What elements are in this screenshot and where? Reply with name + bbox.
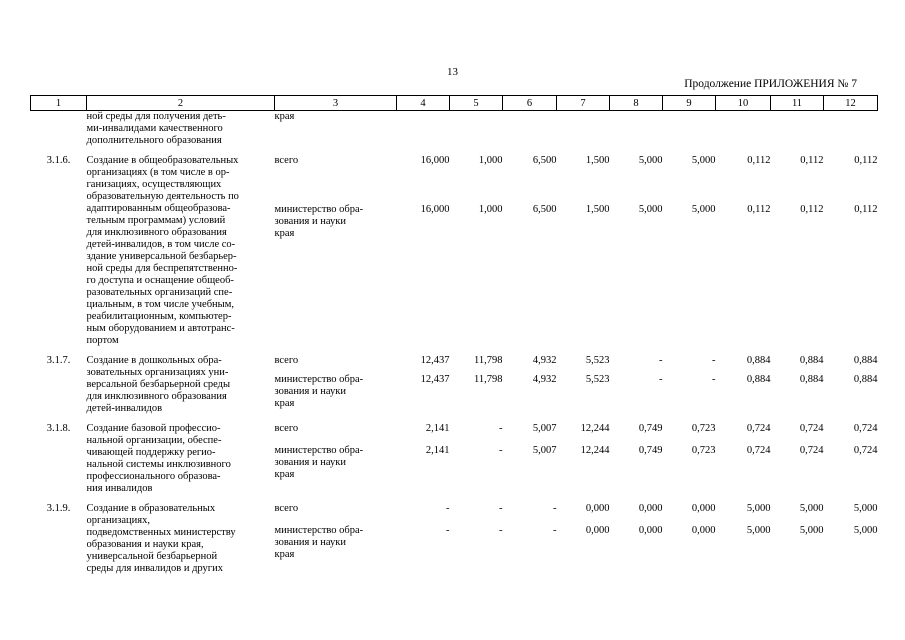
value-cell: 11,798: [474, 355, 503, 366]
source-cell: [275, 423, 397, 439]
desc-line: организациях (в том числе в ор-: [86, 167, 230, 178]
data-table: [30, 95, 878, 575]
value-cell: 0,749: [638, 445, 663, 456]
desc-line: Создание базовой профессио-: [86, 423, 221, 434]
value-cell: 0,723: [691, 445, 716, 456]
value-cell: 5,000: [746, 525, 771, 536]
desc-line: Создание в общеобразовательных: [86, 155, 239, 166]
source-line: всего: [274, 155, 299, 166]
source-line: всего: [274, 355, 299, 366]
gap-cell: [31, 147, 878, 155]
value-cell: -: [499, 525, 503, 536]
value-cell: 11,798: [474, 374, 503, 386]
value-cell: -: [712, 374, 716, 386]
table-row: [31, 503, 878, 519]
page-number: 13: [447, 66, 458, 78]
desc-line: портом: [86, 335, 119, 346]
desc-line: организациях,: [86, 515, 150, 526]
item-description: [87, 423, 275, 495]
source-line: края: [274, 549, 295, 560]
desc-line: ганизациях, осуществляющих: [86, 179, 222, 190]
col-header: 3: [275, 96, 397, 111]
desc-line: ния инвалидов: [86, 483, 153, 494]
value-cell: [557, 111, 610, 148]
desc-line: детей-инвалидов: [86, 403, 163, 414]
col-header: 5: [450, 96, 503, 111]
value-cell: -: [446, 503, 450, 514]
source-line: министерство обра-: [274, 445, 364, 456]
value-cell: -: [499, 423, 503, 434]
desc-line: профессионального образова-: [86, 471, 221, 482]
desc-line: для инклюзивного образования: [86, 391, 227, 402]
value-cell: 5,007: [532, 423, 557, 434]
col-header: 4: [397, 96, 450, 111]
value-cell: 0,724: [799, 423, 824, 434]
desc-line: тельным программам) условий: [86, 215, 226, 226]
source-line: края: [274, 469, 295, 480]
table-body: [31, 111, 878, 576]
value-cell: 0,724: [746, 445, 771, 456]
desc-line: зовательных организациях уни-: [86, 367, 229, 378]
source-cell: края: [274, 111, 295, 122]
value-cell: 0,000: [638, 525, 663, 536]
col-header: 11: [771, 96, 824, 111]
gap-cell: [31, 415, 878, 423]
col-header: 7: [557, 96, 610, 111]
value-cell: 0,724: [853, 445, 878, 456]
item-description: [87, 355, 275, 415]
value-cell: 0,724: [853, 423, 878, 434]
col-header: 9: [663, 96, 716, 111]
source-line: зования и науки: [274, 215, 346, 227]
value-cell: 0,000: [691, 503, 716, 514]
desc-line: реабилитационным, компьютер-: [86, 311, 232, 322]
value-cell: 0,724: [799, 445, 824, 456]
item-code: 3.1.6.: [46, 155, 71, 166]
value-cell: 0,884: [799, 374, 824, 386]
desc-line: нальной системы инклюзивного: [86, 459, 231, 470]
value-cell: 2,141: [425, 445, 450, 456]
desc-line: подведомственных министерству: [86, 527, 236, 538]
value-cell: 0,749: [638, 423, 663, 434]
item-description: [87, 503, 275, 575]
value-cell: 16,000: [420, 155, 450, 166]
source-line: министерство обра-: [274, 525, 364, 536]
source-cell: [275, 355, 397, 368]
value-cell: 12,244: [580, 445, 610, 456]
header-row: [31, 96, 878, 111]
value-cell: 5,007: [532, 445, 557, 456]
value-cell: 0,884: [746, 374, 771, 386]
value-cell: 0,000: [585, 525, 610, 536]
source-line: всего: [274, 423, 299, 434]
value-cell: 0,884: [853, 374, 878, 386]
row-gap: [31, 347, 878, 355]
desc-line: го доступа и оснащение общеоб-: [86, 275, 234, 286]
desc-cell: [87, 111, 275, 148]
value-cell: [610, 111, 663, 148]
source-line: зования и науки: [274, 386, 346, 398]
value-cell: 2,141: [425, 423, 450, 434]
value-cell: 0,884: [853, 355, 878, 366]
row-gap: [31, 147, 878, 155]
value-cell: [716, 111, 771, 148]
value-cell: 5,000: [638, 203, 663, 215]
value-cell: -: [499, 503, 503, 514]
table-row: [31, 423, 878, 439]
item-code: 3.1.9.: [46, 503, 71, 514]
value-cell: -: [712, 355, 716, 366]
row-gap: [31, 415, 878, 423]
value-cell: [663, 111, 716, 148]
value-cell: 0,000: [638, 503, 663, 514]
source-cell: [275, 519, 397, 575]
value-cell: 0,112: [747, 155, 771, 166]
value-cell: 6,500: [532, 203, 557, 215]
col-header: 12: [824, 96, 878, 111]
desc-line: разовательных организаций спе-: [86, 287, 233, 298]
value-cell: 5,000: [638, 155, 663, 166]
value-cell: 4,932: [532, 374, 557, 386]
item-code: 3.1.8.: [46, 423, 71, 434]
value-cell: 5,000: [853, 525, 878, 536]
desc-line: Создание в дошкольных обра-: [86, 355, 222, 366]
value-cell: 0,112: [854, 203, 878, 215]
row-gap: [31, 495, 878, 503]
source-line: зования и науки: [274, 457, 346, 468]
desc-line: циальным, в том числе учебным,: [86, 299, 235, 310]
desc-line: образования и науки края,: [86, 539, 204, 550]
table-row: [31, 155, 878, 198]
value-cell: 0,112: [854, 155, 878, 166]
col-header: 2: [87, 96, 275, 111]
value-cell: 5,000: [799, 525, 824, 536]
value-cell: 5,000: [691, 203, 716, 215]
value-cell: 0,884: [799, 355, 824, 366]
gap-cell: [31, 495, 878, 503]
value-cell: [824, 111, 878, 148]
source-cell: [275, 439, 397, 495]
value-cell: 5,000: [799, 503, 824, 514]
item-code: 3.1.7.: [46, 355, 71, 366]
value-cell: 1,000: [478, 203, 503, 215]
value-cell: 5,523: [585, 374, 610, 386]
source-cell: [275, 368, 397, 415]
source-line: министерство обра-: [274, 203, 364, 215]
desc-line: чивающей поддержку регио-: [86, 447, 216, 458]
value-cell: 12,437: [420, 374, 450, 386]
col-header: 1: [31, 96, 87, 111]
table-row: [31, 355, 878, 368]
value-cell: 0,000: [691, 525, 716, 536]
desc-line: среды для инвалидов и других: [86, 563, 223, 574]
value-cell: [771, 111, 824, 148]
value-cell: 0,112: [800, 203, 824, 215]
value-cell: -: [659, 355, 663, 366]
value-cell: 12,244: [580, 423, 610, 434]
source-cell: [275, 503, 397, 519]
value-cell: 0,112: [800, 155, 824, 166]
value-cell: 0,112: [747, 203, 771, 215]
value-cell: -: [553, 525, 557, 536]
desc-line: для инклюзивного образования: [86, 227, 227, 238]
source-line: министерство обра-: [274, 374, 364, 386]
value-cell: 5,000: [746, 503, 771, 514]
value-cell: 1,500: [585, 203, 610, 215]
value-cell: [503, 111, 557, 148]
value-cell: 5,000: [691, 155, 716, 166]
gap-cell: [31, 347, 878, 355]
value-cell: -: [446, 525, 450, 536]
desc-line: ной среды для получения деть-: [86, 111, 226, 122]
desc-line: универсальной безбарьерной: [86, 551, 218, 562]
source-line: края: [274, 227, 295, 239]
desc-line: нальной организации, обеспе-: [86, 435, 222, 446]
col-header: 8: [610, 96, 663, 111]
value-cell: [397, 111, 450, 148]
value-cell: 0,000: [585, 503, 610, 514]
desc-line: дополнительного образования: [86, 135, 222, 146]
code-cell: [31, 111, 87, 148]
desc-line: адаптированным общеобразова-: [86, 203, 231, 214]
desc-line: детей-инвалидов, в том числе со-: [86, 239, 236, 250]
value-cell: [450, 111, 503, 148]
value-cell: 4,932: [532, 355, 557, 366]
value-cell: 0,723: [691, 423, 716, 434]
col-header: 6: [503, 96, 557, 111]
carryover-row: [31, 111, 878, 148]
value-cell: -: [553, 503, 557, 514]
item-description: [87, 155, 275, 347]
value-cell: 5,000: [853, 503, 878, 514]
desc-line: ным оборудованием и автотранс-: [86, 323, 235, 334]
source-cell: [275, 198, 397, 347]
value-cell: 16,000: [420, 203, 450, 215]
source-line: края: [274, 398, 295, 410]
value-cell: -: [659, 374, 663, 386]
desc-line: здание универсальной безбарьер-: [86, 251, 237, 262]
value-cell: 1,500: [585, 155, 610, 166]
desc-line: версальной безбарьерной среды: [86, 379, 231, 390]
continuation-title: Продолжение ПРИЛОЖЕНИЯ № 7: [684, 78, 857, 90]
source-line: зования и науки: [274, 537, 346, 548]
value-cell: 0,884: [746, 355, 771, 366]
desc-line: образовательную деятельность по: [86, 191, 239, 202]
source-line: всего: [274, 503, 299, 514]
value-cell: -: [499, 445, 503, 456]
value-cell: 0,724: [746, 423, 771, 434]
desc-line: ной среды для беспрепятственно-: [86, 263, 238, 274]
desc-line: ми-инвалидами качественного: [86, 123, 223, 134]
value-cell: 12,437: [420, 355, 450, 366]
col-header: 10: [716, 96, 771, 111]
source-cell: [275, 155, 397, 198]
value-cell: 1,000: [478, 155, 503, 166]
desc-line: Создание в образовательных: [86, 503, 216, 514]
value-cell: 6,500: [532, 155, 557, 166]
value-cell: 5,523: [585, 355, 610, 366]
